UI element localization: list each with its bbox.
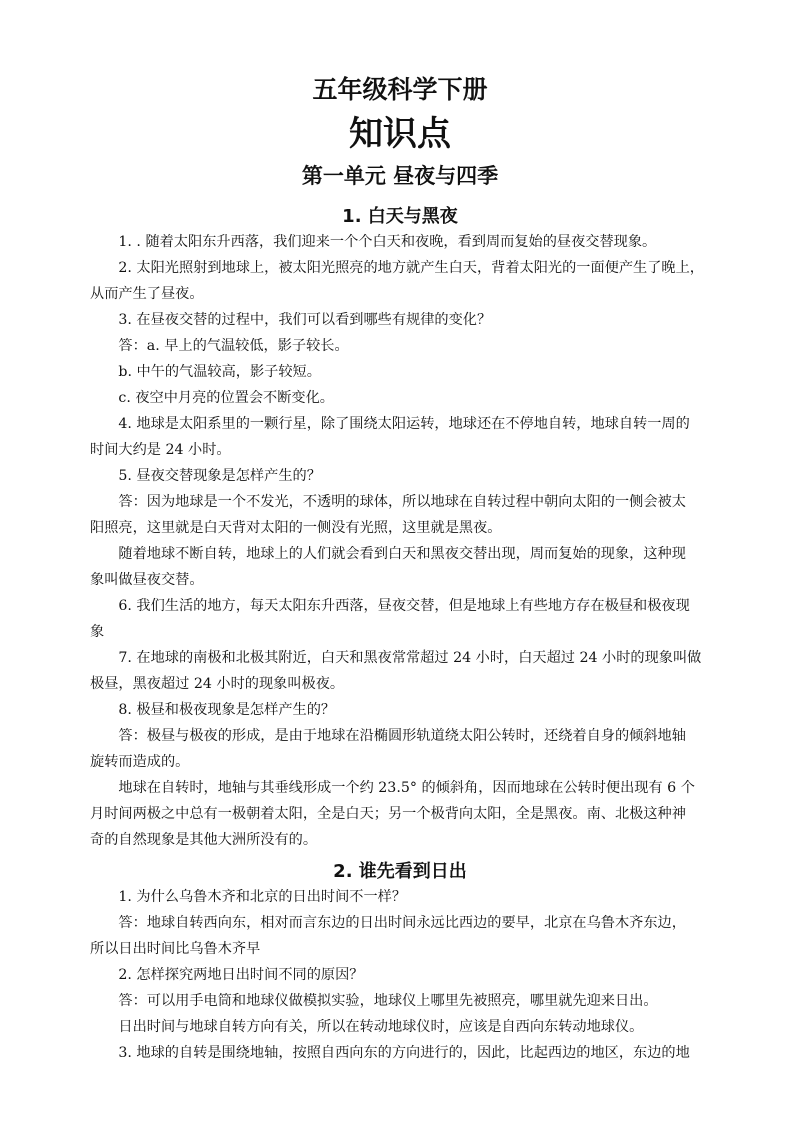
text-line: 极昼，黑夜超过 24 小时的现象叫极夜。 — [90, 676, 345, 692]
text-line: 答：极昼与极夜的形成，是由于地球在沿椭圆形轨道绕太阳公转时，还绕着自身的倾斜地轴 — [118, 728, 686, 744]
document-title: 五年级科学下册 — [312, 75, 488, 104]
section-body-1 — [90, 229, 770, 853]
text-line: 奇的自然现象是其他大洲所没有的。 — [90, 832, 318, 848]
text-line: 3. 地球的自转是围绕地轴，按照自西向东的方向进行的，因此，比起西边的地区，东边的地 — [118, 1045, 690, 1061]
text-line: 答：a. 早上的气温较低，影子较长。 — [118, 338, 349, 354]
text-line: 象 — [90, 624, 105, 640]
section-heading-1: 1. 白天与黑夜 — [342, 206, 458, 227]
text-line: 2. 太阳光照射到地球上，被太阳光照亮的地方就产生白天，背着太阳光的一面便产生了晚上， — [118, 260, 704, 276]
text-line: 所以日出时间比乌鲁木齐早 — [90, 941, 261, 957]
text-line: 6. 我们生活的地方，每天太阳东升西落，昼夜交替，但是地球上有些地方存在极昼和极夜现 — [118, 598, 690, 614]
text-line: 月时间两极之中总有一极朝着太阳，全是白天；另一个极背向太阳，全是黑夜。南、北极这种神 — [90, 806, 686, 822]
document-subtitle: 知识点 — [349, 114, 451, 154]
text-line: 4. 地球是太阳系里的一颗行星，除了围绕太阳运转，地球还在不停地自转，地球自转一周的 — [118, 416, 690, 432]
text-line: 地球在自转时，地轴与其垂线形成一个约 23.5° 的倾斜角，因而地球在公转时便出现有 6 个 — [118, 780, 695, 796]
text-line: 答：可以用手电筒和地球仪做模拟实验，地球仪上哪里先被照亮，哪里就先迎来日出。 — [118, 993, 658, 1009]
text-line: 从而产生了昼夜。 — [90, 286, 204, 302]
text-line: 象叫做昼夜交替。 — [90, 572, 204, 588]
section-heading-2: 2. 谁先看到日出 — [333, 861, 467, 882]
section-body-2 — [90, 884, 770, 1066]
text-line: 答：地球自转西向东，相对而言东边的日出时间永远比西边的要早，北京在乌鲁木齐东边， — [118, 915, 686, 931]
text-line: 答：因为地球是一个不发光，不透明的球体，所以地球在自转过程中朝向太阳的一侧会被太 — [118, 494, 686, 510]
text-line: 1. . 随着太阳东升西落，我们迎来一个个白天和夜晚，看到周而复始的昼夜交替现象。 — [118, 234, 657, 250]
text-line: 7. 在地球的南极和北极其附近，白天和黑夜常常超过 24 小时，白天超过 24 小时的现象叫做 — [118, 650, 702, 666]
text-line: 日出时间与地球自转方向有关，所以在转动地球仪时，应该是自西向东转动地球仪。 — [118, 1019, 644, 1035]
text-line: 时间大约是 24 小时。 — [90, 442, 231, 458]
text-line: 8. 极昼和极夜现象是怎样产生的？ — [118, 702, 336, 718]
text-line: c. 夜空中月亮的位置会不断变化。 — [118, 390, 334, 406]
text-line: 阳照亮，这里就是白天背对太阳的一侧没有光照，这里就是黑夜。 — [90, 520, 502, 536]
text-line: 旋转而造成的。 — [90, 754, 190, 770]
text-line: 1. 为什么乌鲁木齐和北京的日出时间不一样？ — [118, 889, 407, 905]
text-line: 3. 在昼夜交替的过程中，我们可以看到哪些有规律的变化？ — [118, 312, 492, 328]
text-line: 2. 怎样探究两地日出时间不同的原因？ — [118, 967, 364, 983]
text-line: 5. 昼夜交替现象是怎样产生的？ — [118, 468, 321, 484]
text-line: 随着地球不断自转，地球上的人们就会看到白天和黑夜交替出现，周而复始的现象，这种现 — [118, 546, 686, 562]
unit-title: 第一单元 昼夜与四季 — [301, 164, 499, 188]
text-line: b. 中午的气温较高，影子较短。 — [118, 364, 321, 380]
